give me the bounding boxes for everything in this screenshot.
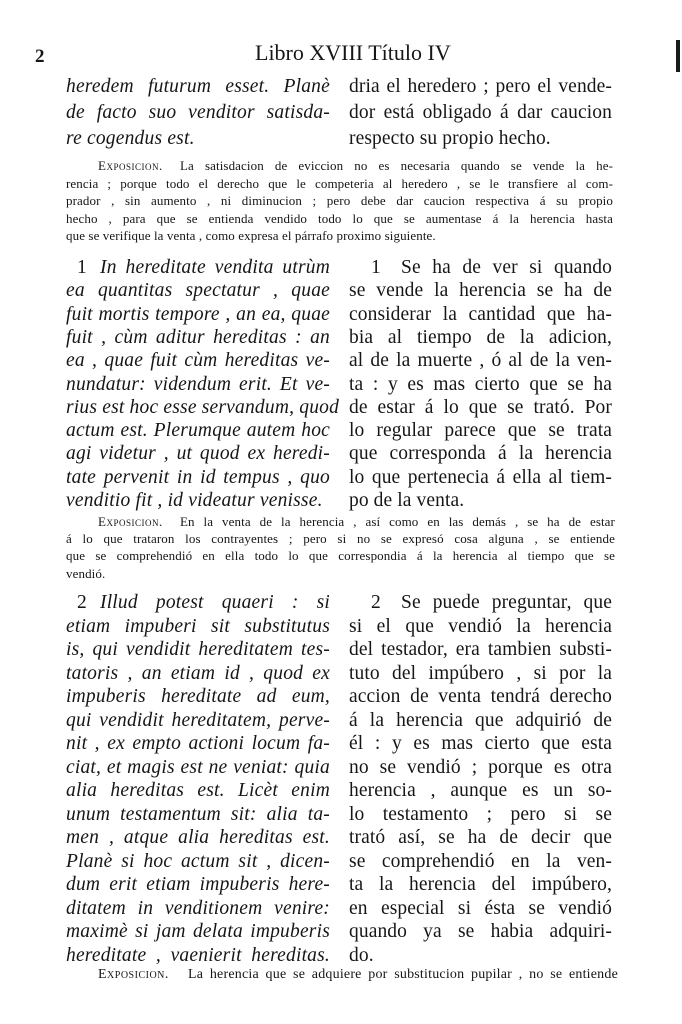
latin-line: is, qui vendidit hereditatem tes-: [66, 639, 330, 660]
spanish-line: quando ya se habia adquiri-: [349, 921, 612, 942]
latin-line: fuit mortis tempore , an ea, quae: [66, 303, 330, 325]
spanish-line: no se vendió ; porque es otra: [349, 756, 612, 778]
spanish-line: trató así, se ha de decir que: [349, 827, 612, 848]
spanish-line: lo regular parece que se trata: [349, 420, 612, 442]
exposicion-line: La herencia que se adquiere por substitucion pupilar , no se entiende: [188, 967, 618, 982]
exposicion-line: En la venta de la herencia , así como en las demás , se ha de estar: [180, 514, 615, 529]
spanish-line: bia al tiempo de la adicion,: [349, 326, 612, 348]
spanish-line: ta : y es mas cierto que se ha: [349, 373, 612, 395]
latin-line: agi videtur , ut quod ex heredi-: [66, 443, 330, 465]
latin-line: In hereditate vendita utrùm: [100, 257, 330, 278]
spanish-line: accion de venta tendrá derecho: [349, 686, 612, 707]
spanish-line: él : y es mas cierto que esta: [349, 733, 612, 754]
spanish-line: lo testamento ; pero si se: [349, 803, 612, 825]
spanish-line: se vende la herencia se ha de: [349, 280, 612, 302]
spanish-line: Se ha de ver si quando: [401, 257, 612, 278]
spanish-line: se comprehendió en la ven-: [349, 850, 612, 872]
spanish-line: de estar á lo que se trató. Por: [349, 396, 612, 418]
latin-line: ea quantitas spectatur , quae: [66, 280, 330, 302]
latin-line: Planè si hoc actum sit , dicen-: [66, 850, 330, 872]
latin-line: alia hereditas est. Licèt enim: [66, 780, 330, 801]
spanish-line: po de la venta.: [349, 490, 465, 511]
section-number: 2: [77, 592, 87, 613]
exposicion-heading: Exposicion.: [98, 967, 169, 982]
latin-line: heredem futurum esset. Planè: [66, 76, 330, 97]
spanish-line: respecto su propio hecho.: [349, 127, 551, 149]
latin-line: men , atque alia hereditas est.: [66, 827, 330, 848]
latin-line: hereditate , vaenierit hereditas.: [66, 944, 330, 966]
exposicion-line: vendió.: [66, 565, 106, 581]
latin-line: etiam impuberi sit substitutus: [66, 615, 330, 637]
exposicion-line: prador , sin aumento , ni diminucion ; pero debe dar caucion respectiva á su propio: [66, 193, 613, 208]
spanish-line: Se puede preguntar, que: [401, 592, 612, 613]
section-number: 1: [371, 257, 381, 278]
spanish-line: dria el heredero ; pero el vende-: [349, 76, 612, 97]
exposicion-line: La satisdacion de eviccion no es necesaria quando se vende la he-: [180, 158, 613, 173]
latin-line: rius est hoc esse servandum, quod: [66, 396, 340, 418]
page-edge: [676, 40, 680, 72]
section-number: 2: [371, 592, 381, 613]
spanish-line: do.: [349, 944, 374, 966]
spanish-line: en especial si ésta se vendió: [349, 897, 612, 919]
exposicion-heading: Exposicion.: [98, 158, 163, 173]
latin-line: de facto suo venditor satisda-: [66, 101, 330, 123]
spanish-line: lo que pertenecia á ella al tiem-: [349, 466, 612, 488]
latin-line: tatoris , an etiam id , quod ex: [66, 662, 330, 684]
latin-line: nit , ex empto actioni locum fa-: [66, 733, 330, 754]
latin-line: actum est. Plerumque autem hoc: [66, 420, 330, 442]
running-head: Libro XVIII Título IV: [255, 40, 451, 65]
latin-line: qui vendidit hereditatem, perve-: [66, 709, 330, 731]
latin-line: dum erit etiam impuberis here-: [66, 874, 330, 895]
latin-line: maximè si jam delata impuberis: [66, 921, 330, 942]
page-number: 2: [35, 46, 45, 67]
spanish-line: dor está obligado á dar caucion: [349, 101, 612, 123]
spanish-line: que corresponda á la herencia: [349, 443, 612, 465]
spanish-line: tuto del impúbero , si por la: [349, 662, 612, 684]
exposicion-line: á lo que trataron los contrayentes ; pero si no se expresó cosa alguna , se entiende: [66, 531, 615, 547]
exposicion-line: rencia ; porque todo el derecho que le competeria al heredero , se le transfiere al com-: [66, 175, 613, 191]
latin-line: ea , quae fuit cùm hereditas ve-: [66, 350, 330, 372]
spanish-line: al de la muerte , ó al de la ven-: [349, 350, 612, 372]
latin-line: ciat, et magis est ne veniat: quia: [66, 756, 330, 778]
exposicion-line: que se comprehendió en ella todo lo que correspondia á la herencia al tiempo que se: [66, 548, 615, 564]
latin-line: venditio fit , id videatur venisse.: [66, 490, 323, 511]
exposicion-line: que se verifique la venta , como expresa el párrafo proximo siguiente.: [66, 228, 436, 243]
section-number: 1: [77, 257, 87, 278]
spanish-line: ta la herencia del impúbero,: [349, 874, 612, 895]
exposicion-heading: Exposicion.: [98, 514, 163, 529]
spanish-line: á la herencia que adquirió de: [349, 709, 612, 731]
spanish-line: considerar la cantidad que ha-: [349, 303, 612, 325]
spanish-line: si el que vendió la herencia: [349, 615, 612, 637]
spanish-line: del testador, era tambien substi-: [349, 639, 612, 660]
exposicion-line: hecho , para que se entienda vendido todo lo que se aumentase á la herencia hasta: [66, 210, 613, 226]
latin-line: tate pervenit in id tempus , quo: [66, 466, 330, 488]
latin-line: re cogendus est.: [66, 127, 195, 149]
latin-line: nundatur: videndum erit. Et ve-: [66, 373, 330, 395]
latin-line: unum testamentum sit: alia ta-: [66, 803, 330, 825]
latin-line: impuberis hereditate ad eum,: [66, 686, 330, 707]
latin-line: fuit , cùm aditur hereditas : an: [66, 326, 330, 348]
latin-line: Illud potest quaeri : si: [100, 592, 330, 613]
latin-line: ditatem in venditionem venire:: [66, 897, 330, 919]
spanish-line: herencia , aunque es un so-: [349, 780, 612, 801]
